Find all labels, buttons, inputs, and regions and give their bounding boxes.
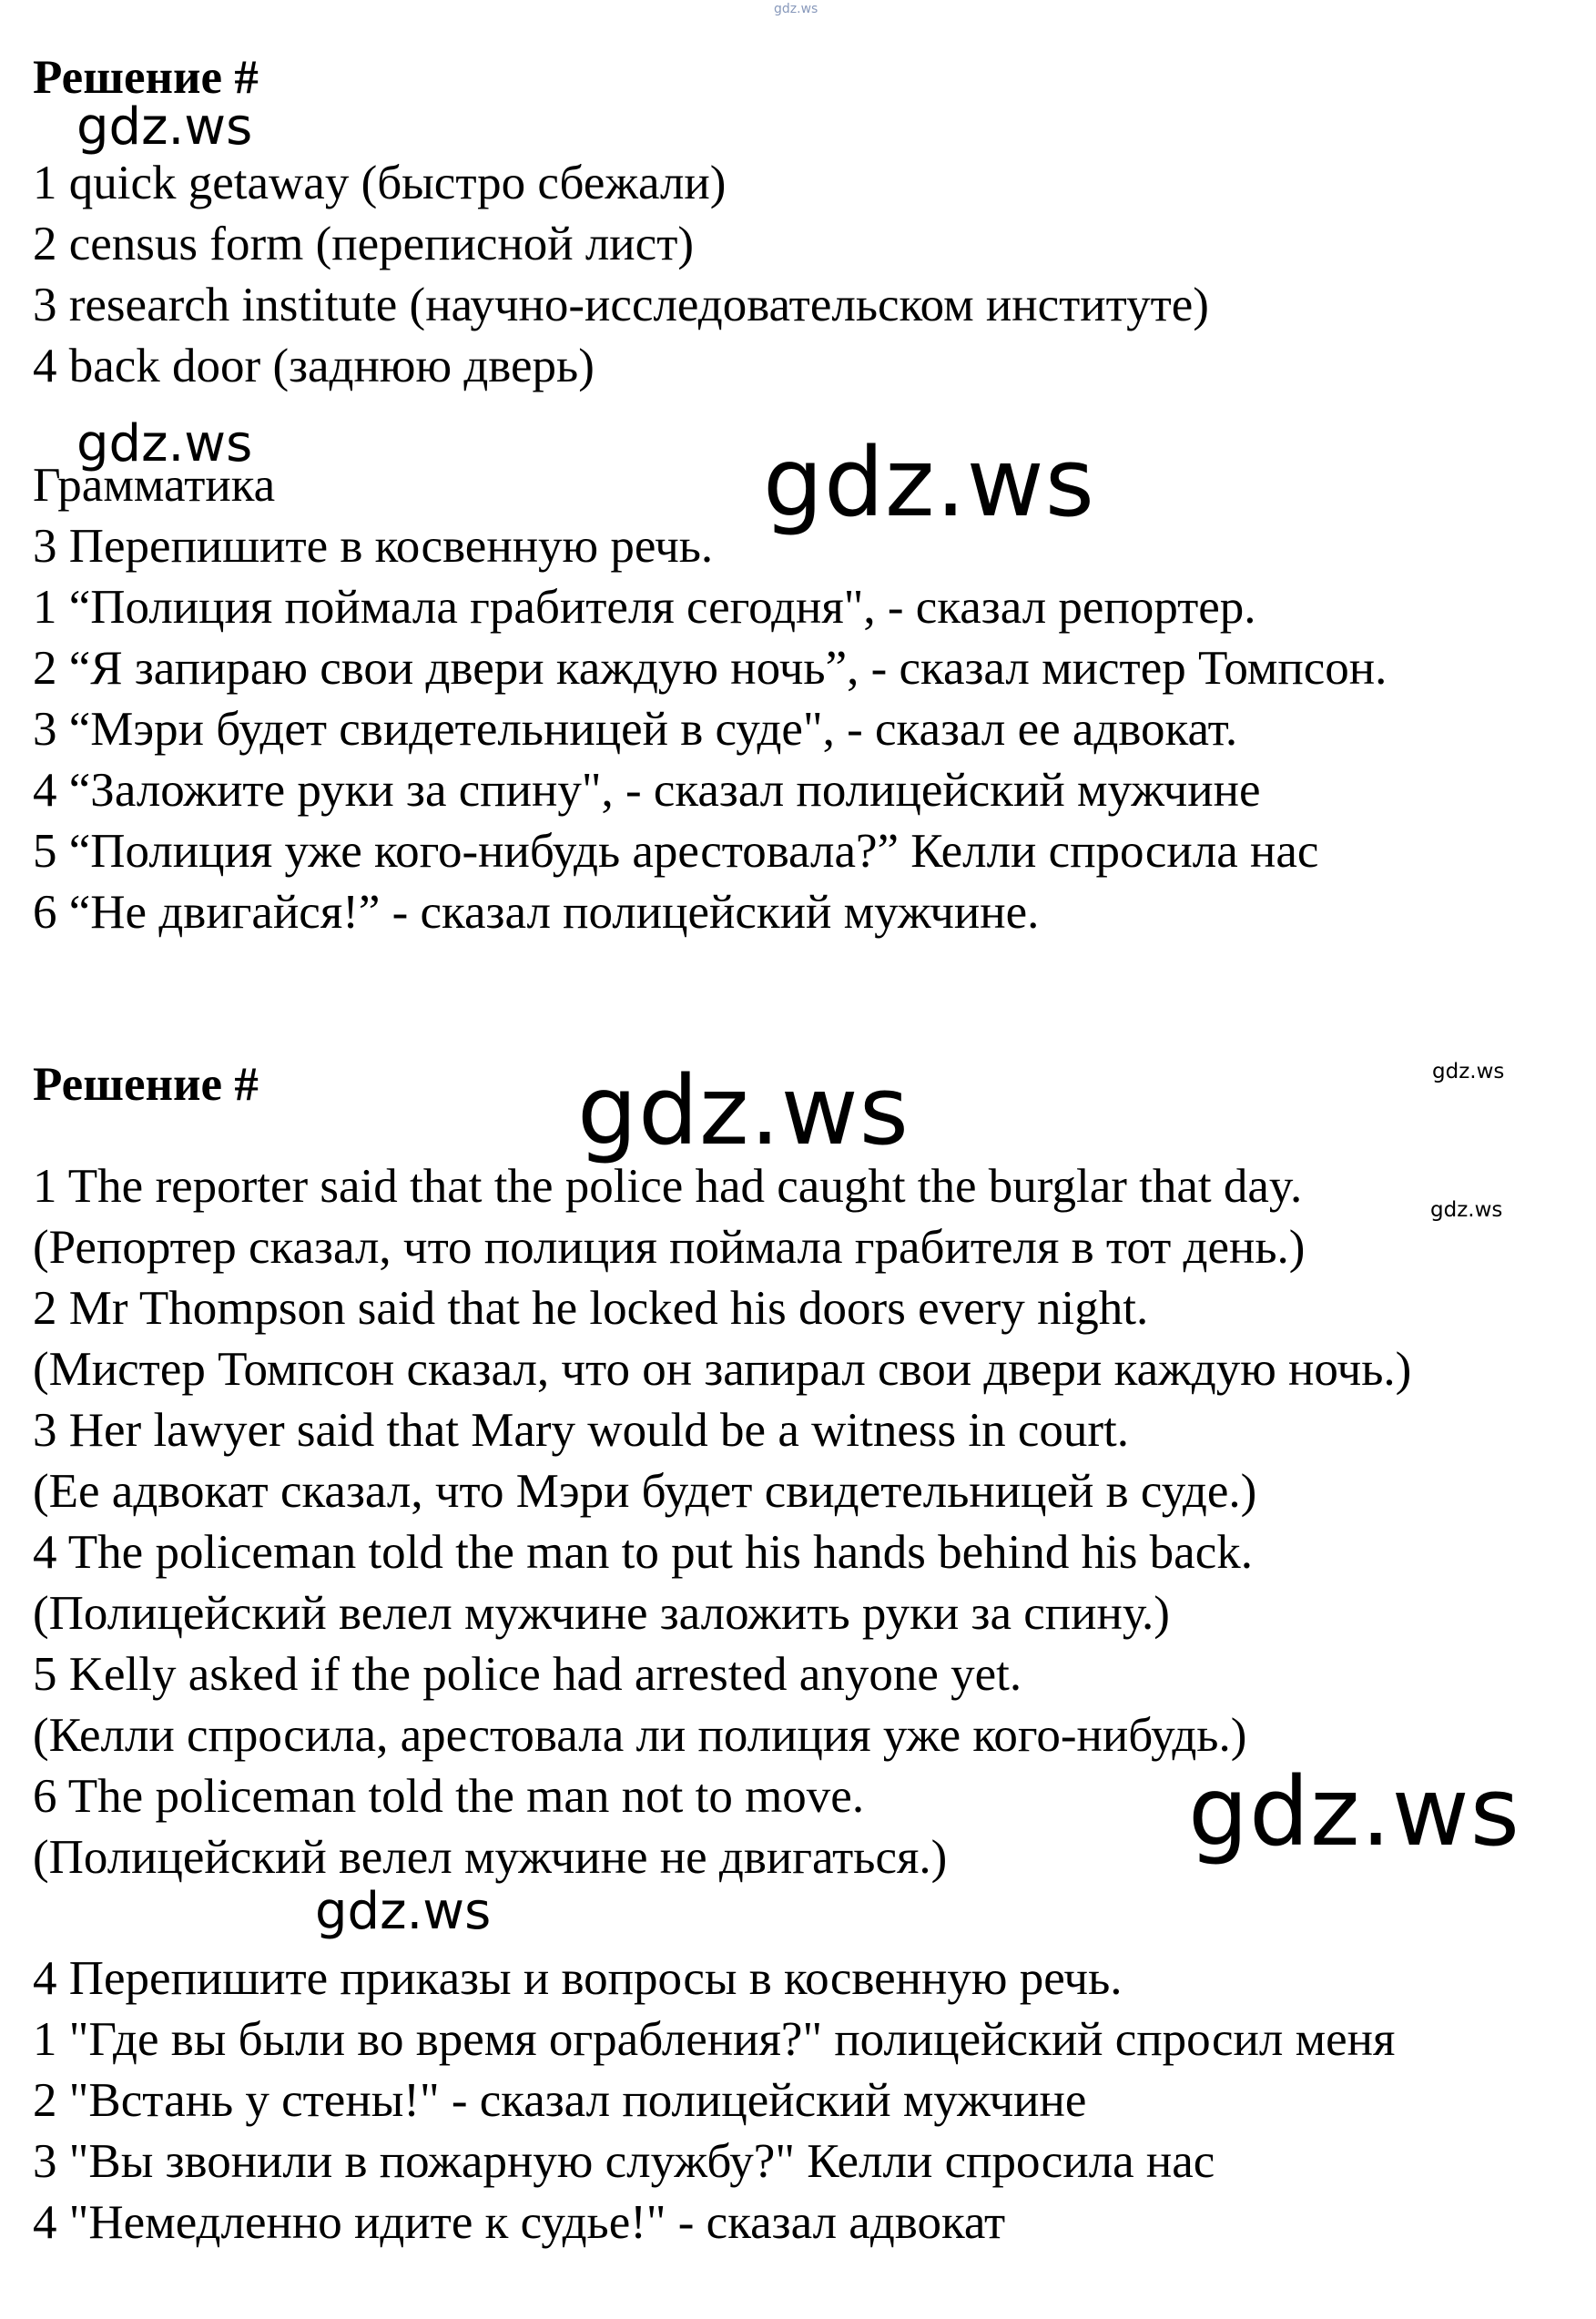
section2-line-3: 2 Mr Thompson said that he locked his doors every night.	[33, 1282, 1149, 1335]
task4-line-1: 1 "Где вы были во время ограбления?" полицейский спросил меня	[33, 2013, 1396, 2066]
watermark-small-1: gdz.ws	[1432, 1060, 1505, 1083]
task4-line-4: 4 "Немедленно идите к судье!" - сказал адвокат	[33, 2196, 1006, 2249]
watermark-2: gdz.ws	[76, 414, 253, 473]
grammar-line-6: 6 “Не двигайся!” - сказал полицейский мужчине.	[33, 886, 1040, 939]
watermark-large-3: gdz.ws	[1188, 1756, 1520, 1867]
section1-line-2: 2 census form (переписной лист)	[33, 218, 695, 270]
section2-line-6: (Ее адвокат сказал, что Мэри будет свидетельницей в суде.)	[33, 1465, 1257, 1518]
section2-line-12: (Полицейский велел мужчине не двигаться.)	[33, 1831, 948, 1884]
grammar-line-5: 5 “Полиция уже кого-нибудь арестовала?” Келли спросила нас	[33, 825, 1319, 878]
section1-line-1: 1 quick getaway (быстро сбежали)	[33, 157, 727, 209]
section2-line-8: (Полицейский велел мужчине заложить руки за спину.)	[33, 1587, 1170, 1640]
section2-line-2: (Репортер сказал, что полиция поймала грабителя в тот день.)	[33, 1221, 1306, 1274]
section1-line-3: 3 research institute (научно-исследовательском институте)	[33, 279, 1209, 331]
grammar-line-4: 4 “Заложите руки за спину", - сказал полицейский мужчине	[33, 764, 1261, 817]
task4-line-2: 2 "Встань у стены!" - сказал полицейский мужчине	[33, 2074, 1087, 2127]
section2-line-7: 4 The policeman told the man to put his hands behind his back.	[33, 1526, 1253, 1579]
section2-heading: Решение #	[33, 1058, 259, 1111]
section2-line-5: 3 Her lawyer said that Mary would be a witness in court.	[33, 1404, 1129, 1457]
watermark-1: gdz.ws	[76, 97, 253, 157]
section2-line-10: (Келли спросила, арестовала ли полиция уже кого-нибудь.)	[33, 1709, 1247, 1762]
task4-line-3: 3 "Вы звонили в пожарную службу?" Келли спросила нас	[33, 2135, 1215, 2188]
task4-title: 4 Перепишите приказы и вопросы в косвенную речь.	[33, 1952, 1123, 2005]
grammar-task-title: 3 Перепишите в косвенную речь.	[33, 520, 714, 573]
watermark-large-1: gdz.ws	[763, 427, 1095, 538]
grammar-line-2: 2 “Я запираю свои двери каждую ночь”, - сказал мистер Томпсон.	[33, 642, 1388, 695]
section1-line-4: 4 back door (заднюю дверь)	[33, 340, 595, 392]
watermark-top: gdz.ws	[774, 2, 818, 16]
section2-line-4: (Мистер Томпсон сказал, что он запирал свои двери каждую ночь.)	[33, 1343, 1412, 1396]
section2-line-11: 6 The policeman told the man not to move.	[33, 1770, 865, 1823]
watermark-3: gdz.ws	[315, 1882, 492, 1941]
watermark-small-2: gdz.ws	[1430, 1198, 1503, 1222]
section2-line-1: 1 The reporter said that the police had caught the burglar that day.	[33, 1160, 1303, 1213]
section2-line-9: 5 Kelly asked if the police had arrested anyone yet.	[33, 1648, 1022, 1701]
grammar-line-3: 3 “Мэри будет свидетельницей в суде", - сказал ее адвокат.	[33, 703, 1238, 756]
grammar-title: Грамматика	[33, 459, 276, 512]
watermark-large-2: gdz.ws	[577, 1055, 910, 1166]
section1-heading: Решение #	[33, 51, 259, 104]
grammar-line-1: 1 “Полиция поймала грабителя сегодня", - сказал репортер.	[33, 581, 1256, 634]
